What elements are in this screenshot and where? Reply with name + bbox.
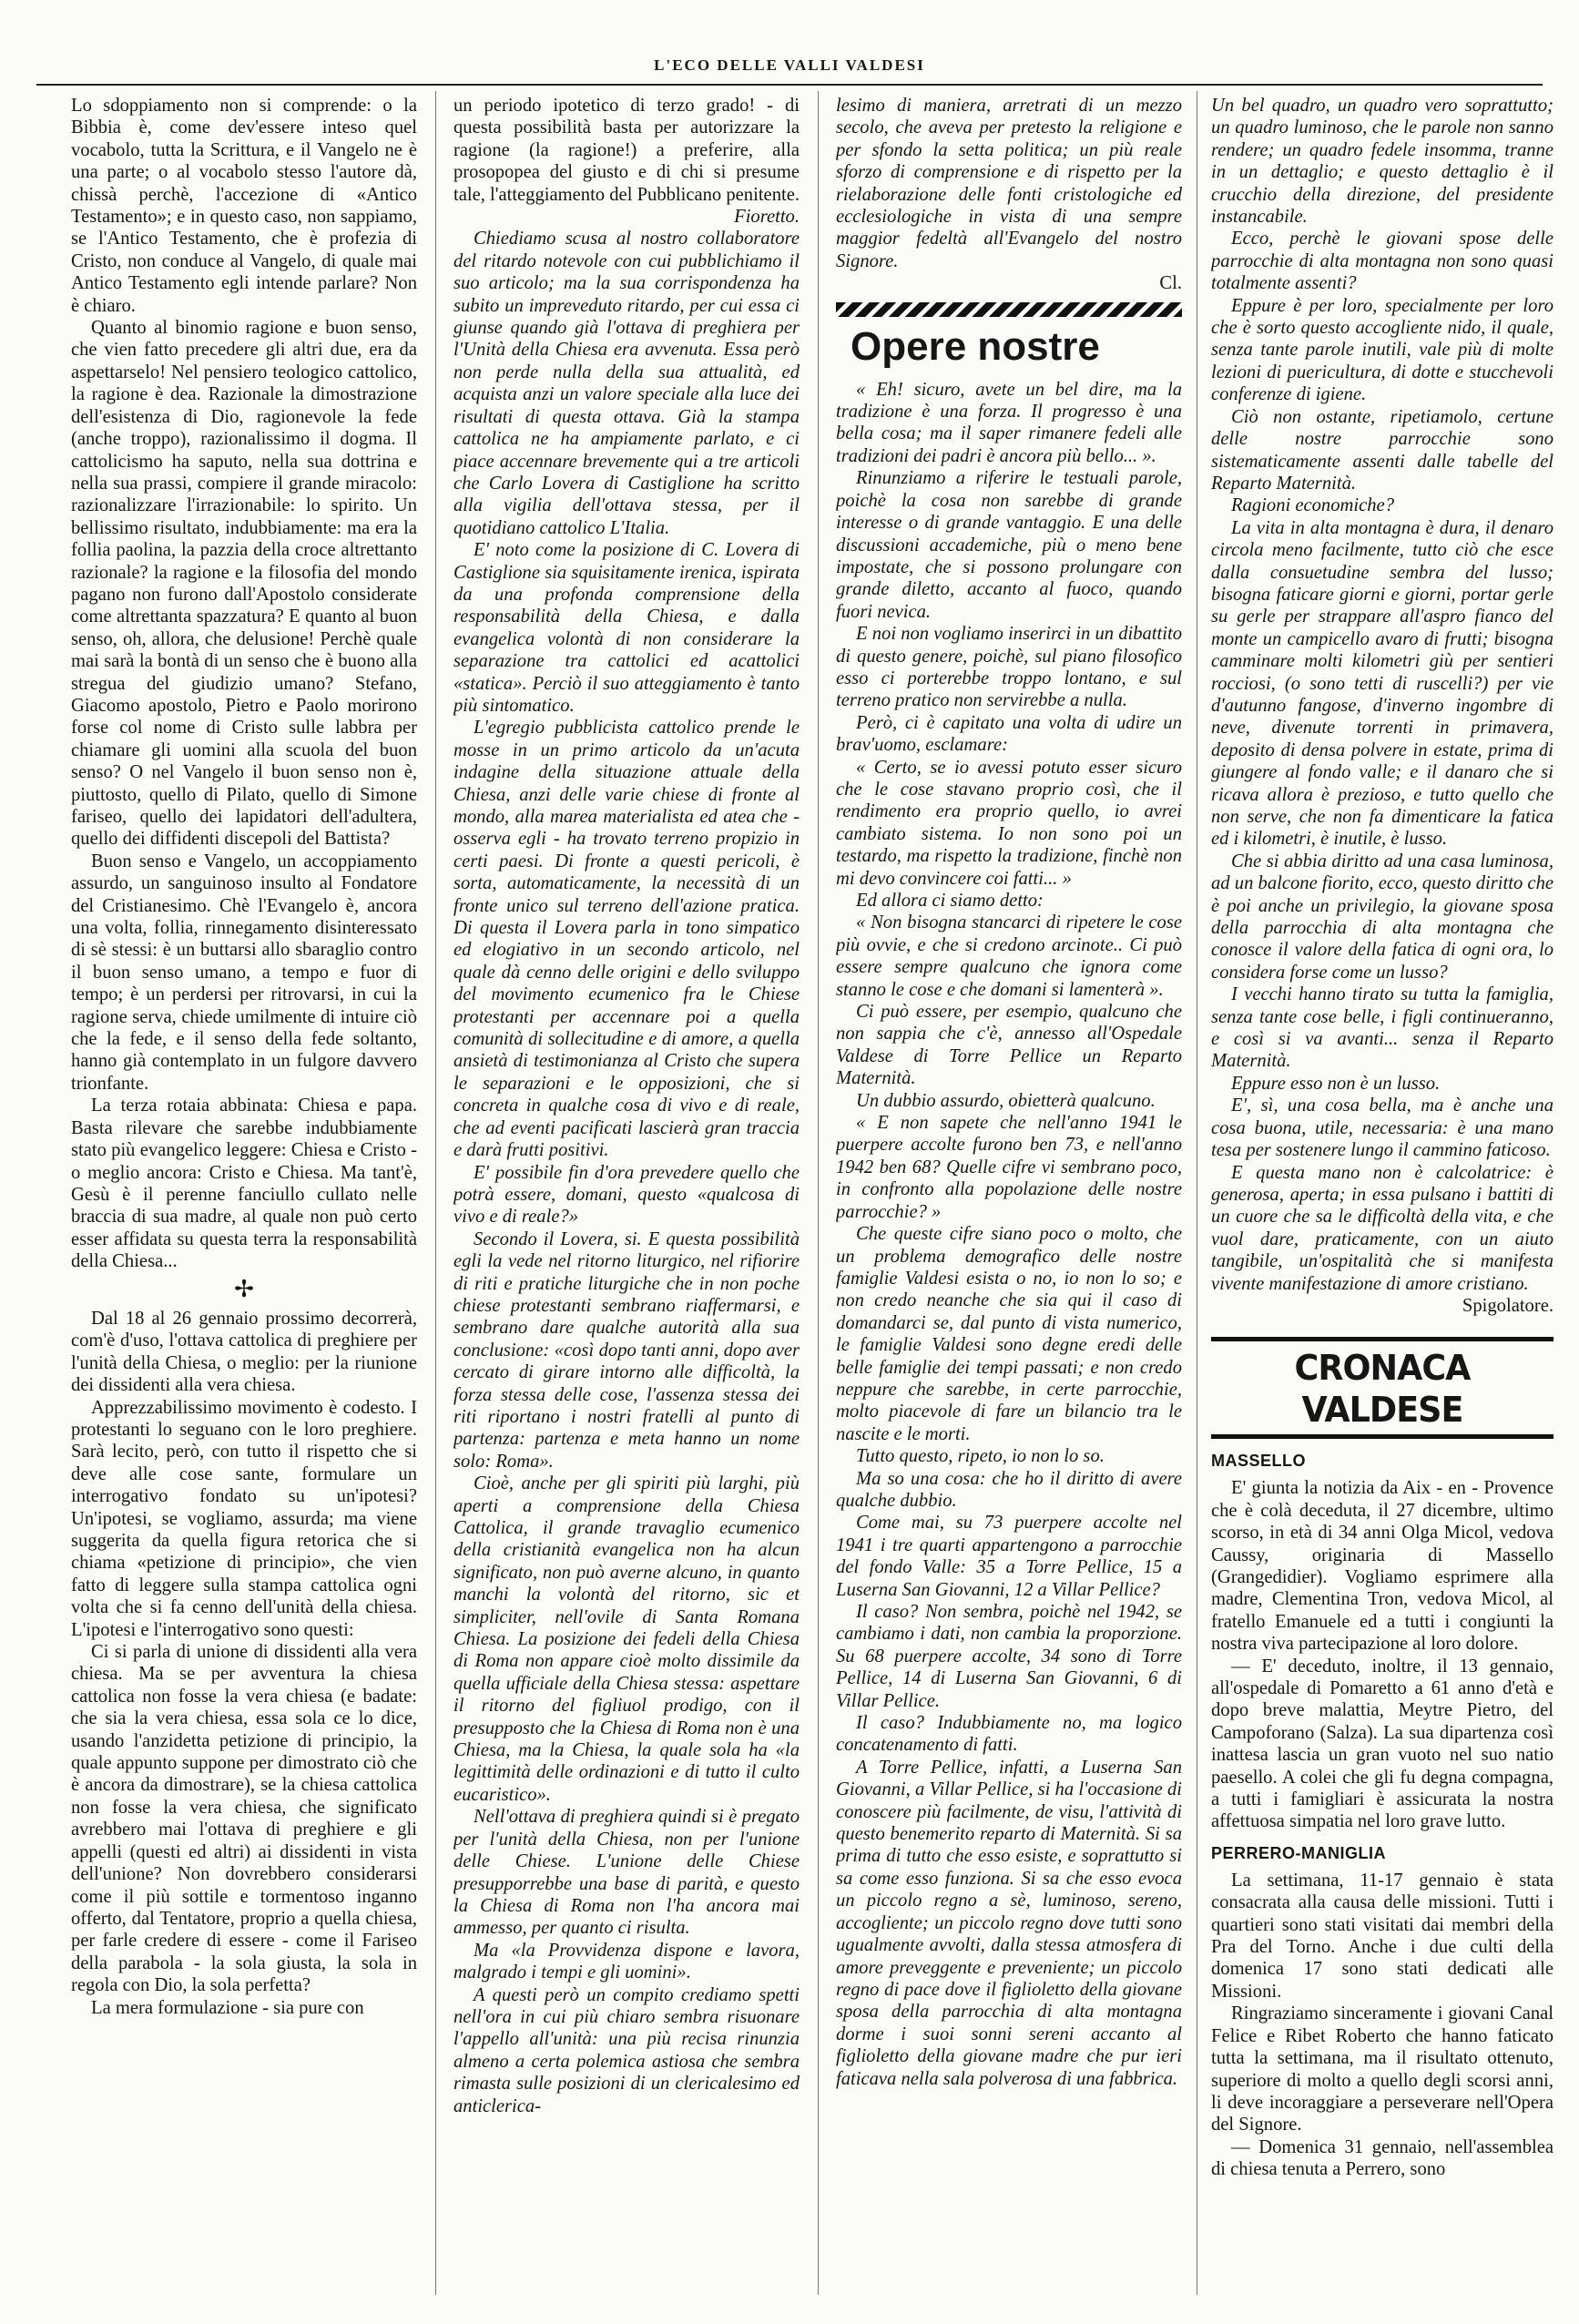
paragraph: Che si abbia diritto ad una casa luminosa, ad un balcone fiorito, ecco, questo diritto che è poi anche un privilegio, la giovane sposa della parrocchia di alta montagna che conosce il valore della fatica di ogni ora, lo considera forse come un lusso?	[1211, 851, 1554, 983]
column-3	[836, 95, 1182, 2289]
paragraph: E questa mano non è calcolatrice: è generosa, aperta; in essa pulsano i battiti di un cuore che sa le difficoltà della vita, e che vuol dare, praticamente, con un aiuto tangibile, un'ospitalità che si manifesta vivente manifestazione di amore cristiano.	[1211, 1162, 1554, 1294]
paragraph: L'egregio pubblicista cattolico prende le mosse in un primo articolo da un'acuta indagine della situazione attuale della Chiesa, anzi delle varie chiese di fronte al mondo, alla marea materialista ed atea che - osserva egli - ha trovato terreno propizio in certi paesi. Di fronte a questi pericoli, è sorta, automaticamente, la necessità di un fronte unico sul terreno dell'azione pratica. Di questa il Lovera parla in tono simpatico ed elogiativo in un secondo articolo, nel quale dà cenno delle origini e dello sviluppo del movimento ecumenico fra le Chiese protestanti per accennare poi a quella comunità di sollecitudine e di amore, a quella ansietà di testimonianza al Cristo che supera le separazioni e le opposizioni, che si concreta in qualche cosa di vivo e di reale, che ad eventi pacificati lascierà gran traccia e darà frutti positivi.	[453, 718, 800, 1161]
column-divider	[435, 91, 436, 2295]
news-item: — Domenica 31 gennaio, nell'assemblea di chiesa tenuta a Perrero, sono	[1211, 2136, 1554, 2180]
column-4	[1211, 95, 1554, 2289]
decorative-rule	[836, 302, 1182, 317]
header-rule	[36, 84, 1543, 86]
paragraph: Eppure esso non è un lusso.	[1231, 1073, 1441, 1094]
paragraph: lesimo di maniera, arretrati di un mezzo secolo, che aveva per pretesto la religione e per sfondo la setta politica; un più reale sforzo di comprensione e di rispetto per la rielaborazione delle fonti cristologiche ed ecclesiologiche in vista di una sempre maggior fedeltà all'Evangelo del nostro Signore.	[836, 96, 1182, 271]
editor-note: Chiediamo scusa al nostro collaboratore del ritardo notevole con cui pubblichiamo il suo articolo; ma la sua corrispondenza ha subito un impreveduto ritardo, per cui essa ci giunse quando già l'ottava di preghiera per l'Unità della Chiesa era avvenuta. Essa però non perde nulla della sua attualità, ed acquista anzi un valore speciale alla luce dei risultati di questa ottava. Già la stampa cattolica ne ha ampiamente parlato, e ci piace accennare brevemente qui a tre articoli che Carlo Lovera di Castiglione ha scritto alla vigilia dell'ottava stessa, per il quotidiano cattolico L'Italia.	[453, 229, 800, 538]
paragraph: La terza rotaia abbinata: Chiesa e papa. Basta rilevare che sarebbe indubbiamente stato più evangelico leggere: Chiesa e Cristo - o meglio ancora: Cristo e Chiesa. Ma tant'è, Gesù è il perenne fanciullo cullato nelle braccia di sua madre, al quale non può certo esser affidata su questa terra la responsabilità della Chiesa...	[71, 1096, 417, 1272]
article-title: Opere nostre	[851, 323, 1100, 369]
author-signature: Spigolatore.	[1462, 1295, 1554, 1316]
paragraph: Un dubbio assurdo, obietterà qualcuno.	[856, 1090, 1156, 1111]
paragraph: Rinunziamo a riferire le testuali parole, poichè la cosa non sarebbe di grande interesse o di grande vantaggio. E una delle discussioni accademiche, più o meno bene impostate, che si possono prolungare con grande diletto, accanto al fuoco, quando fuori nevica.	[836, 468, 1182, 622]
news-item: E' giunta la notizia da Aix - en - Provence che è colà deceduta, il 27 dicembre, ultimo scorso, in età di 34 anni Olga Micol, vedova Caussy, originaria di Massello (Grangedidier). Vogliamo esprimere alla madre, Clementina Tron, vedova Micol, al fratello Emanuele ed a tutti i congiunti la nostra viva partecipazione al loro dolore.	[1211, 1478, 1554, 1655]
paragraph: Il caso? Indubbiamente no, ma logico concatenamento di fatti.	[836, 1713, 1182, 1756]
paragraph: Ci si parla di unione di dissidenti alla vera chiesa. Ma se per avventura la chiesa cattolica non fosse la vera chiesa (e badate: che sia la vera chiesa, essa sola ce lo dice, usando l'anzidetta petizione di principio, la quale appunto suppone per dimostrato ciò che è ancora da dimostrare), se la chiesa cattolica non fosse la vera chiesa, che significato avrebbero mai l'ottava di preghiere e gli appelli (questi ed altri) ai dissidenti in vista dell'unione? Non dovrebbero considerarsi come il più sottile e tormentoso inganno offerto, dal Tentatore, proprio a quella chiesa, per farle credere di essere - come il Fariseo della parabola - la sola giusta, la sola in regola con Dio, la sola perfetta?	[71, 1642, 417, 1996]
paragraph: A Torre Pellice, infatti, a Luserna San Giovanni, a Villar Pellice, si ha l'occasione di conoscere più facilmente, de visu, l'attività di questo benemerito reparto di Maternità. Si sa prima di tutto che esso esiste, e soprattutto si sa come esso funziona. Si sa che esso evoca un piccolo regno a sè, luminoso, sereno, accogliente; un piccolo regno dove tutti sono ugualmente avvolti, dalla stessa atmosfera di amore preveggente e prevenientе; un piccolo regno di pace dove il figlioletto della giovane sposa della parrocchia di alta montagna dorme i suoi sonni sereni accanto al figlioletto della giovane madre che pur ieri faticava nella sala polverosa di una fabbrica.	[836, 1757, 1182, 2089]
paragraph: un periodo ipotetico di terzo grado! - di questa possibilità basta per autorizzare la ragione (la ragione!) a preferire, alla prosopopea del giusto e di chi si presume tale, l'atteggiamento del Pubblicano penitente.	[453, 96, 800, 205]
paragraph: Lo sdoppiamento non si comprende: o la Bibbia è, come dev'essere inteso quel vocabolo, tutta la Scrittura, e il Vangelo ne è una parte; o al vocabolo stesso l'autore dà, chissà perchè, l'accezione di «Antico Testamento»; e in questo caso, non sappiamo, se l'Antico Testamento, che è profezia di Cristo, non conduce al Vangelo, di quale mai Antico Testamento egli intende parlare? Non è chiaro.	[71, 96, 417, 316]
paragraph: Ci può essere, per esempio, qualcuno che non sappia che c'è, annesso all'Ospedale Valdese di Torre Pellice un Reparto Maternità.	[836, 1002, 1182, 1089]
paragraph: Dal 18 al 26 gennaio prossimo decorrerà, com'è d'uso, l'ottava cattolica di preghiere per l'unità della Chiesa, o meglio: per la riunione dei dissidenti alla vera chiesa.	[71, 1308, 417, 1396]
paragraph: Che queste cifre siano poco o molto, che un problema demografico delle nostre famiglie Valdesi esista o no, io non lo so; e non credo neanche che sia qui il caso di domandarci se, dal punto di vista numerico, le famiglie Valdesi sono degne eredi delle belle famiglie dei tempi passati; e non credo neppure che sarebbe, in certe parrocchie, molto piacevole di fare un bilancio tra le nascite e le morti.	[836, 1224, 1182, 1444]
paragraph: Ma so una cosa: che ho il diritto di avere qualche dubbio.	[836, 1468, 1182, 1511]
paragraph: Come mai, su 73 puerpere accolte nel 1941 i tre quarti appartengono a parrocchie del fondo Valle: 35 a Torre Pellice, 15 a Luserna San Giovanni, 12 a Villar Pellice?	[836, 1513, 1182, 1600]
newspaper-header: L'ECO DELLE VALLI VALDESI	[654, 56, 925, 74]
paragraph: Quanto al binomio ragione e buon senso, che vien fatto precedere gli altri due, era da aspettarselo! Nel pensiero teologico cattolico, la ragione è dea. Razionale la dimostrazione dell'esistenza di Dio, ragionevole la fede (anche troppo), razionalissimo il dogma. Il cattolicismo ha saputo, nella sua dottrina e nella sua prassi, compiere il grande miracolo: razionalizzare l'irrazionabile: lo spirito. Un bellissimo risultato, indubbiamente: ma era la follia paolina, la pazzia della croce altrettanto razionale? la ragione e la filosofia del mondo pagano non furono dall'Apostolo considerate come altrettanta spazzatura? E quanto al buon senso, oh, allora, che delusione! Perchè quale mai sarà la bontà di un senso che è buono alla stregua del giudizio umano? Stefano, Giacomo apostolo, Pietro e Paolo morirono forse col nome di Cristo sulle labbra per chiamare gli uomini alla scuola del buon senso? O nel Vangelo il buon senso non è, piuttosto, quello di Pilato, quello di Simone fariseo, quello dei lapidatori dell'adultera, quello dei diffidenti discepoli del Battista?	[71, 318, 417, 850]
locality-heading: MASSELLO	[1211, 1452, 1307, 1471]
author-signature: Fioretto.	[734, 207, 800, 228]
paragraph: Però, ci è capitato una volta di udire un brav'uomo, esclamare:	[836, 712, 1182, 756]
news-item: Ringraziamo sinceramente i giovani Canal Felice e Ribet Roberto che hanno faticato tutta la settimana, ma il risultato ottenuto, superiore di molto a quello degli scorsi anni, li deve incoraggiare a perseverare nell'Opera del Signore.	[1211, 2003, 1554, 2135]
paragraph: « E non sapete che nell'anno 1941 le puerpere accolte furono ben 73, e nell'anno 1942 ben 68? Quelle cifre vi sembrano poco, in confronto alla popolazione delle nostre parrocchie? »	[836, 1113, 1182, 1222]
paragraph: Ecco, perchè le giovani spose delle parrocchie di alta montagna non sono quasi totalmente assenti?	[1211, 229, 1554, 294]
paragraph: Un bel quadro, un quadro vero soprattutto; un quadro luminoso, che le parole non sanno rendere; un quadro fedele insomma, tranne in un dettaglio; e questo dettaglio è il crucchio della direzione, del presidente instancabile.	[1211, 96, 1554, 228]
paragraph: A questi però un compito crediamo spetti nell'ora in cui più chiaro sembra risuonare l'appello all'unità: una più recisa rinunzia almeno a certa polemica astiosa che sembra rimasta sulle posizioni di un clericalesimo ed anticlerica-	[453, 1984, 800, 2116]
paragraph: Buon senso e Vangelo, un accoppiamento assurdo, un sanguinoso insulto al Fondatore del Cristianesimo. Chè l'Evangelo è, ancora una volta, follia, rinnegamento disinteressato di sè stessi: è un buttarsi allo sbaraglio contro il buon senso umano, a tempo e fuor di tempo; è un perdersi per ritrovarsi, in cui la ragione serva, chiede umilmente di intuire ciò che la fede, e il senso della fede soltanto, hanno già contemplato in un fulgore davvero trionfante.	[71, 851, 417, 1094]
news-item: La settimana, 11-17 gennaio è stata consacrata alla causa delle missioni. Tutti i quartieri sono stati visitati dai membri della Pra del Torno. Anche i due culti della domenica 17 sono stati dedicati alle Missioni.	[1211, 1870, 1554, 2002]
paragraph: La mera formulazione - sia pure con	[91, 1997, 364, 2018]
news-item: — E' deceduto, inoltre, il 13 gennaio, all'ospedale di Pomaretto a 61 anno d'età e dopo breve malattia, Meytre Pietro, del Campoforano (Salza). La sua dipartenza così inattesa lascia un gran vuoto nel suo natio paesello. A colei che gli fu degna compagna, a tutti i famigliari è assicurata la nostra affettuosa simpatia nel loro grave lutto.	[1211, 1656, 1554, 1832]
paragraph: « Non bisogna stancarci di ripetere le cose più ovvie, e che si credono arcinote.. Ci può essere sempre qualcuno che ignora come stanno le cose e che domani si lamenterà ».	[836, 912, 1182, 1000]
paragraph: Cioè, anche per gli spiriti più larghi, più aperti a comprensione della Chiesa Cattolica, il grande travaglio ecumenico della cristianità evangelica non ha alcun significato, non può averne alcuno, in quanto manchi la volontà del ritorno, sic et simpliciter, nell'ovile di Santa Romana Chiesa. La posizione dei fedeli della Chiesa di Roma non appare cioè molto dissimile da quella ufficiale della Chiesa stessa: aspettare il ritorno del figliuol prodigo, con il presupposto che la Chiesa di Roma non è una Chiesa, ma la Chiesa, la quale sola ha «la legittimità delle ordinazioni e di tutto il culto eucaristico».	[453, 1473, 800, 1805]
paragraph: Ed allora ci siamo detto:	[856, 891, 1044, 911]
paragraph: Ma «la Provvidenza dispone e lavora, malgrado i tempi e gli uomini».	[453, 1940, 800, 1983]
paragraph: « Eh! sicuro, avete un bel dire, ma la tradizione è una forza. Il progresso è una bella cosa; ma il saper rimanere fedeli alle tradizioni dei padri è ancora più bello... ».	[836, 379, 1182, 466]
paragraph: Nell'ottava di preghiera quindi si è pregato per l'unità della Chiesa, non per l'unione delle Chiese. L'unione delle Chiese presupporrebbe una base di parità, e questo la Chiesa di Roma non l'ha ancora mai ammesso, per quanto ci risulta.	[453, 1807, 800, 1939]
section-title: CRONACA VALDESE	[1294, 1348, 1471, 1431]
locality-heading: PERRERO-MANIGLIA	[1211, 1843, 1386, 1862]
column-divider	[818, 91, 819, 2295]
paragraph: Il caso? Non sembra, poichè nel 1942, se cambiamo i dati, non cambia la proporzione. Su 68 puerpere accolte, 34 sono di Torre Pellice, 14 di Luserna San Giovanni, 6 di Villar Pellice.	[836, 1602, 1182, 1711]
paragraph: Eppure è per loro, specialmente per loro che è sorto questo accogliente nido, il quale, senza tante parole inutili, vale più di molte lezioni di puericultura, di dotte e stucchevoli conferenze di igiene.	[1211, 295, 1554, 405]
section-ornament: ✢	[234, 1275, 254, 1302]
paragraph: Ragioni economiche?	[1231, 495, 1394, 516]
paragraph: Secondo il Lovera, si. E questa possibilità egli la vede nel ritorno liturgico, nel rifiorire di riti e pratiche liturgiche che in non poche chiese protestanti sembrano riaffermarsi, e sembrano dare qualche autorità alla sua conclusione: «così dopo tanti anni, dopo aver cercato di girare intorno alle difficoltà, la forza stessa delle cose, l'assenza stessa dei riti riportano i nostri fratelli al punto di partenza: partenza e meta hanno un nome solo: Roma».	[453, 1228, 800, 1472]
paragraph: Ciò non ostante, ripetiamolo, certune delle nostre parrocchie sono sistematicamente assenti dalle tabelle del Reparto Maternità.	[1211, 406, 1554, 494]
paragraph: E', sì, una cosa bella, ma è anche una cosa buona, utile, necessaria: è una mano tesa per sostenere lungo il cammino faticoso.	[1211, 1096, 1554, 1161]
paragraph: « Certo, se io avessi potuto esser sicuro che le cose stavano proprio così, che il rendimento era proprio quello, io avrei cambiato sistema. Io non sono poi un testardo, ma rispetto la tradizione, finchè non mi devo convincere coi fatti... »	[836, 757, 1182, 889]
column-2	[453, 95, 800, 2289]
paragraph: E noi non vogliamo inserirci in un dibattito di questo genere, poichè, sul piano filosofico esso ci porterebbe troppo lontano, e sul terreno pratico non servirebbe a nulla.	[836, 624, 1182, 711]
author-signature: Cl.	[1159, 273, 1182, 294]
paragraph: Apprezzabilissimo movimento è codesto. I protestanti lo seguano con le loro preghiere. Sarà lecito, però, con tutto il rispetto che si deve alle cose sante, formulare un interrogativo fondato su un'ipotesi? Un'ipotesi, se vogliamo, assurda; ma viene suggerita da quella figura retorica che si chiama «petizione di principio», che vien fatto di leggere sulla stampa cattolica ogni volta che si fa cenno dell'unità della chiesa. L'ipotesi e l'interrogativo sono questi:	[71, 1397, 417, 1640]
paragraph: La vita in alta montagna è dura, il denaro circola meno facilmente, tutto ciò che esce dalla consuetudine sembra del lusso; bisogna faticare giorni e giorni, portar gerle su gerle per strappare all'aspro fianco del monte un campicello avaro di frutti; bisogna camminare molti kilometri giù per sentieri rocciosi, (o sono tetti di ruscelli?) per vie d'autunno fangose, d'inverno ingombre di neve, divenute torrenti in primavera, deposito di densa polvere in estate, prima di giungere al fondo valle; e il danaro che si ricava allora è prezioso, e tutto quello che non serve, che non fa dimenticare la fatica ed i kilometri, è inutile, è lusso.	[1211, 517, 1554, 850]
paragraph: Tutto questo, ripeto, io non lo so.	[856, 1446, 1105, 1467]
paragraph: E' possibile fin d'ora prevedere quello che potrà essere, domani, questo «qualcosa di vivo e di reale?»	[453, 1162, 800, 1228]
paragraph: I vecchi hanno tirato su tutta la famiglia, senza tante cose belle, i figli continueranno, e così si va avanti... senza il Reparto Maternità.	[1211, 984, 1554, 1072]
section-banner	[1211, 1337, 1554, 1439]
paragraph: E' noto come la posizione di C. Lovera di Castiglione sia squisitamente irenica, ispirata da una profonda comprensione della responsabilità della Chiesa, e dalla evangelica volontà di non considerare la separazione tra cattolici ed acattolici «statica». Perciò il suo atteggiamento è tanto più sintomatico.	[453, 540, 800, 716]
column-1	[71, 95, 417, 2289]
